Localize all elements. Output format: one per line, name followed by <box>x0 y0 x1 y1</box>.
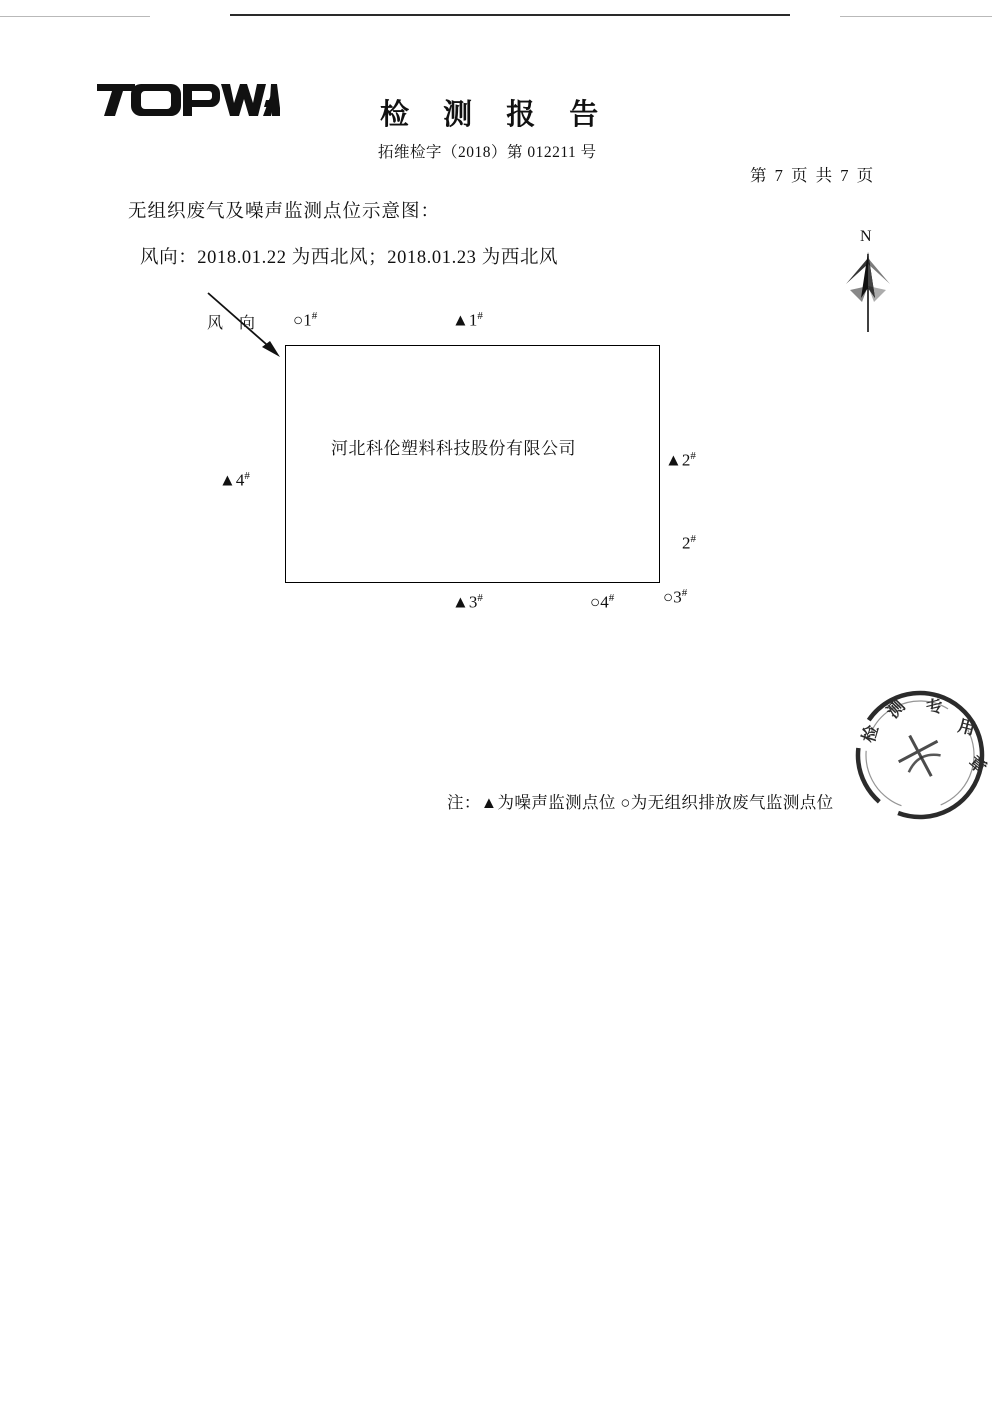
wind-direction-line: 风向：2018.01.22 为西北风；2018.01.23 为西北风 <box>140 248 559 268</box>
report-number: 拓维检字（2018）第 012211 号 <box>378 144 597 161</box>
point-noise-2: ▲2# <box>665 450 696 470</box>
point-noise-4: ▲4# <box>219 470 250 490</box>
factory-name-label: 河北科伦塑料科技股份有限公司 <box>331 439 576 458</box>
compass-north-label: N <box>860 228 872 245</box>
svg-text:检: 检 <box>858 723 883 746</box>
svg-text:用: 用 <box>955 716 978 740</box>
point-noise-3: ▲3# <box>452 592 483 612</box>
wind-arrow-label: 风 向 <box>207 315 262 332</box>
point-label-2: 2# <box>682 533 696 553</box>
page-indicator: 第 7 页 共 7 页 <box>750 166 876 185</box>
section-title: 无组织废气及噪声监测点位示意图： <box>128 202 441 222</box>
factory-boundary-box <box>285 345 660 583</box>
point-gas-1: ○1# <box>293 310 318 330</box>
legend-note: 注：▲为噪声监测点位 ○为无组织排放废气监测点位 <box>447 793 834 812</box>
svg-text:测: 测 <box>883 696 910 723</box>
svg-text:专: 专 <box>924 695 946 720</box>
svg-text:章: 章 <box>964 752 991 779</box>
wind-direction-arrow-icon <box>200 285 295 370</box>
point-noise-1: ▲1# <box>452 310 483 330</box>
official-seal-stamp <box>840 665 992 845</box>
report-title: 检 测 报 告 <box>380 97 611 131</box>
monitoring-point-diagram <box>0 0 992 680</box>
point-gas-4: ○4# <box>590 592 615 612</box>
point-gas-3: ○3# <box>663 587 688 607</box>
